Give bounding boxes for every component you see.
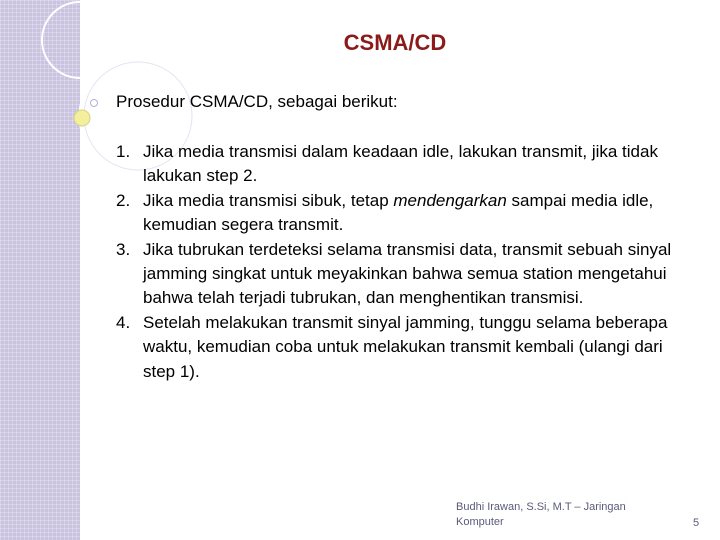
step-number: 3. xyxy=(116,239,131,259)
step-text-before: Jika media transmisi sibuk, tetap xyxy=(143,190,394,210)
step-text-italic: mendengarkan xyxy=(393,190,507,210)
page-number: 5 xyxy=(693,517,700,529)
step-number: 2. xyxy=(116,190,131,210)
small-ring xyxy=(42,2,118,78)
bullet-icon xyxy=(90,99,98,107)
step-text: Setelah melakukan transmit sinyal jamming, tunggu selama beberapa waktu, kemudian coba untuk melakukan transmit kembali (ulangi dari step 1). xyxy=(143,312,668,381)
step-number: 1. xyxy=(116,142,131,161)
yellow-dot xyxy=(74,110,90,126)
step-text: Jika tubrukan terdeteksi selama transmisi data, transmit sebuah sinyal jamming singkat untuk meyakinkan bahwa semua station mengetahui bahwa telah terjadi tubrukan, dan menghentikan transmisi. xyxy=(143,239,672,308)
slide-title: CSMA/CD xyxy=(343,30,447,55)
step-text-after: sampai media idle, kemudian segera transmit. xyxy=(143,190,654,235)
list-item xyxy=(116,238,696,311)
list-item xyxy=(116,311,696,384)
footer-author: Budhi Irawan, S.Si, M.T – Jaringan Komputer xyxy=(456,501,626,528)
intro-text: Prosedur CSMA/CD, sebagai berikut: xyxy=(116,92,398,111)
list-item xyxy=(116,140,696,189)
list-item xyxy=(116,189,696,238)
steps-list xyxy=(116,140,696,384)
step-number: 4. xyxy=(116,312,131,332)
step-text: Jika media transmisi dalam keadaan idle, lakukan transmit, jika tidak lakukan step 2. xyxy=(143,142,658,186)
